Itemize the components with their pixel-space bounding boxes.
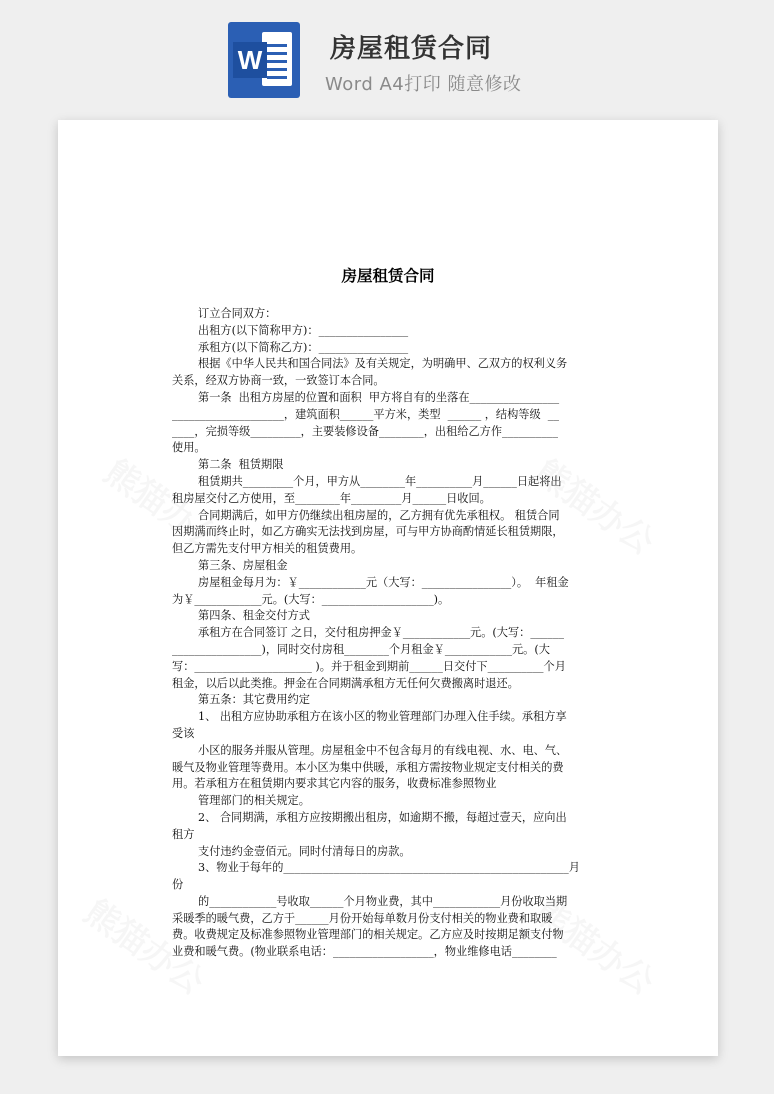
document-line: 租金，以后以此类推。押金在合同期满承租方无任何欠费搬离时退还。 — [172, 676, 519, 690]
document-line: 租赁期共_________个月，甲方从________年__________月______日起将出 — [198, 474, 562, 488]
page-subtitle: Word A4打印 随意修改 — [325, 74, 522, 95]
document-line: 管理部门的相关规定。 — [198, 794, 310, 808]
document-line: 费。收费规定及标准参照物业管理部门的相关规定。乙方应及时按期足额支付物 — [172, 928, 564, 942]
document-line: 租方 — [172, 827, 195, 841]
document-line: 第五条：其它费用约定 — [198, 693, 310, 707]
document-page — [58, 120, 718, 1056]
document-line: 使用。 — [172, 441, 206, 455]
document-line: 订立合同双方： — [198, 307, 277, 320]
document-line: 因期满而终止时，如乙方确实无法找到房屋，可与甲方协商酌情延长租赁期限， — [172, 525, 564, 539]
document-line: 租房屋交付乙方使用，至________年_________月______日收回。 — [172, 491, 491, 505]
document-line: 业费和暖气费。(物业联系电话：__________________，物业维修电话________ — [172, 945, 557, 959]
document-line: ____，完损等级_________，主要装修设备________，出租给乙方作__________ — [172, 424, 558, 438]
document-line: 承租方在合同签订 之日，交付租房押金￥____________元。(大写：______ — [198, 626, 564, 640]
document-line: 暖气及物业管理等费用。本小区为集中供暖，承租方需按物业规定支付相关的费 — [172, 760, 564, 774]
document-line: 根据《中华人民共和国合同法》及有关规定，为明确甲、乙双方的权利义务 — [198, 357, 568, 371]
document-line: 承租方(以下简称乙方)：________________ — [198, 340, 409, 354]
document-line: 2、 合同期满，承租方应按期搬出租房，如逾期不搬，每超过壹天，应向出 — [198, 810, 567, 824]
document-line: 份 — [172, 878, 184, 892]
document-line: 受该 — [172, 726, 195, 740]
document-line: 小区的服务并服从管理。房屋租金中不包含每月的有线电视、水、电、气、 — [198, 743, 568, 757]
document-line: 第四条、租金交付方式 — [198, 609, 310, 623]
document-line: 房屋租金每月为：￥____________元（大写：________________）。 年租金 — [198, 575, 569, 589]
document-line: 合同期满后，如甲方仍继续出租房屋的，乙方拥有优先承租权。 租赁合同 — [198, 508, 560, 522]
document-line: 采暖季的暖气费，乙方于______月份开始每单数月份支付相关的物业费和取暖 — [172, 911, 553, 925]
document-line: 3、物业于每年的___________________________________________________月 — [198, 861, 580, 875]
word-letter: W — [233, 42, 267, 78]
document-line: 为￥____________元。(大写：____________________)。 — [172, 592, 450, 606]
document-line: 写：_____________________ )。并于租金到期前______日交付下__________个月 — [172, 659, 566, 673]
document-line: 关系，经双方协商一致，一致签订本合同。 — [172, 374, 385, 388]
document-line: 1、 出租方应协助承租方在该小区的物业管理部门办理入住手续。承租方享 — [198, 710, 567, 724]
document-line: ________________)，同时交付房租________个月租金￥____________元。(大 — [172, 642, 550, 656]
page-title: 房屋租赁合同 — [330, 34, 493, 64]
document-line: 支付违约金壹佰元。同时付清每日的房款。 — [198, 844, 411, 858]
document-line: 的____________号收取______个月物业费，其中____________月份收取当期 — [198, 894, 568, 908]
document-title: 房屋租赁合同 — [341, 267, 435, 285]
document-line: 第二条 租赁期限 — [198, 458, 284, 472]
document-line: ____________________，建筑面积______平方米，类型 ______ ，结构等级 __ — [172, 407, 559, 421]
document-body — [172, 306, 602, 961]
document-line: 用。若承租方在租赁期内要求其它内容的服务，收费标准参照物业 — [172, 777, 497, 791]
document-line: 但乙方需先支付甲方相关的租赁费用。 — [172, 542, 363, 556]
word-document-icon — [228, 22, 300, 98]
document-line: 第三条、房屋租金 — [198, 558, 288, 572]
document-line: 出租方(以下简称甲方)：________________ — [198, 323, 409, 337]
document-line: 第一条 出租方房屋的位置和面积 甲方将自有的坐落在________________ — [198, 390, 560, 404]
page-header — [0, 0, 774, 110]
